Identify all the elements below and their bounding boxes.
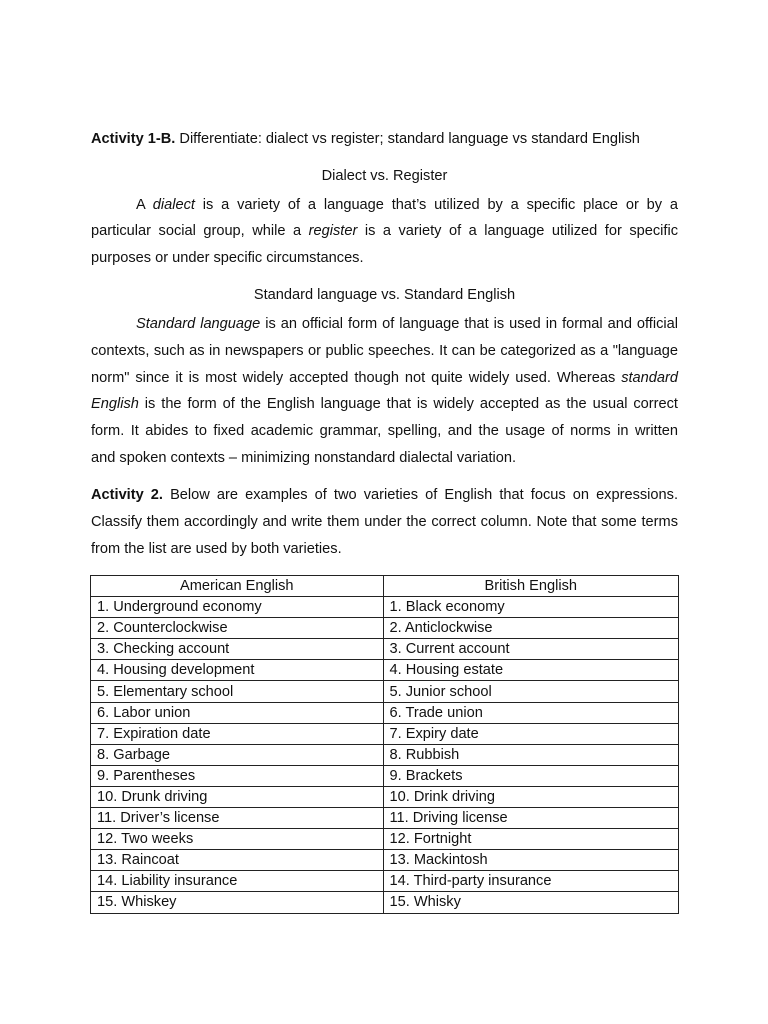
cell-american-english: 13. Raincoat <box>91 850 384 871</box>
table-row <box>91 850 679 871</box>
cell-american-english: 7. Expiration date <box>91 723 384 744</box>
term-dialect: dialect <box>152 197 195 213</box>
cell-american-english: 10. Drunk driving <box>91 786 384 807</box>
table-row <box>91 660 679 681</box>
cell-american-english: 14. Liability insurance <box>91 871 384 892</box>
text-span: Below are examples of two varieties of English that focus on expressions. <box>162 487 678 503</box>
table-row <box>91 765 679 786</box>
cell-british-english: 12. Fortnight <box>383 829 679 850</box>
cell-british-english: 10. Drink driving <box>383 786 679 807</box>
cell-british-english: 1. Black economy <box>383 597 679 618</box>
table-row <box>91 639 679 660</box>
term-register: register <box>308 223 358 239</box>
cell-british-english: 9. Brackets <box>383 765 679 786</box>
header-british-english: British English <box>383 576 679 597</box>
text-span: is a variety of a language utilized for specific <box>357 223 678 239</box>
cell-british-english: 3. Current account <box>383 639 679 660</box>
paragraph-standard-line-1 <box>91 315 678 333</box>
text-span: particular social group, while a <box>91 223 309 239</box>
cell-american-english: 12. Two weeks <box>91 829 384 850</box>
cell-british-english: 13. Mackintosh <box>383 850 679 871</box>
table-row <box>91 808 679 829</box>
section-title-dialect-register: Dialect vs. Register <box>321 168 448 184</box>
cell-american-english: 5. Elementary school <box>91 681 384 702</box>
paragraph-standard-line-4 <box>91 395 678 413</box>
text-span: A <box>136 197 153 213</box>
activity-2-line-3: from the list are used by both varieties. <box>91 541 342 557</box>
text-span: norm" since it is most widely accepted though not quite widely used. Whereas <box>91 370 622 386</box>
table-row <box>91 723 679 744</box>
cell-british-english: 11. Driving license <box>383 808 679 829</box>
cell-american-english: 6. Labor union <box>91 702 384 723</box>
table-row <box>91 786 679 807</box>
cell-british-english: 4. Housing estate <box>383 660 679 681</box>
paragraph-dialect-line-2 <box>91 222 678 240</box>
term-english: English <box>91 396 139 412</box>
cell-american-english: 1. Underground economy <box>91 597 384 618</box>
cell-american-english: 4. Housing development <box>91 660 384 681</box>
table-row <box>91 597 679 618</box>
table-row <box>91 829 679 850</box>
cell-american-english: 8. Garbage <box>91 744 384 765</box>
paragraph-standard-line-5: form. It abides to fixed academic grammar, spelling, and the usage of norms in written <box>91 423 678 439</box>
cell-british-english: 15. Whisky <box>383 892 679 913</box>
table-row <box>91 681 679 702</box>
cell-british-english: 6. Trade union <box>383 702 679 723</box>
vocabulary-table <box>90 575 679 914</box>
cell-british-english: 8. Rubbish <box>383 744 679 765</box>
table-header-row <box>91 576 679 597</box>
table-row <box>91 618 679 639</box>
text-span: is the form of the English language that is widely accepted as the usual correct <box>138 396 678 412</box>
cell-british-english: 14. Third-party insurance <box>383 871 679 892</box>
cell-american-english: 11. Driver’s license <box>91 808 384 829</box>
paragraph-standard-line-3 <box>91 369 678 387</box>
paragraph-dialect-line-1 <box>91 196 678 214</box>
activity-2-label: Activity 2. <box>91 487 163 503</box>
table-row <box>91 744 679 765</box>
text-span: is an official form of language that is used in formal and official <box>260 316 679 332</box>
cell-british-english: 2. Anticlockwise <box>383 618 679 639</box>
activity-2-line-1 <box>91 486 678 504</box>
cell-american-english: 15. Whiskey <box>91 892 384 913</box>
text-span: is a variety of a language that’s utilized by a specific place or by a <box>194 197 679 213</box>
term-standard: standard <box>621 370 678 386</box>
table-row <box>91 871 679 892</box>
cell-american-english: 3. Checking account <box>91 639 384 660</box>
paragraph-standard-line-2: contexts, such as in newspapers or public speeches. It can be categorized as a "language <box>91 343 678 359</box>
activity-1b-heading <box>91 130 678 148</box>
paragraph-standard-line-6: and spoken contexts – minimizing nonstandard dialectal variation. <box>91 450 517 466</box>
table-row <box>91 702 679 723</box>
cell-british-english: 7. Expiry date <box>383 723 679 744</box>
activity-1b-text: Differentiate: dialect vs register; standard language vs standard English <box>175 131 640 147</box>
cell-british-english: 5. Junior school <box>383 681 679 702</box>
section-title-standard: Standard language vs. Standard English <box>253 287 516 303</box>
cell-american-english: 2. Counterclockwise <box>91 618 384 639</box>
paragraph-dialect-line-3: purposes or under specific circumstances. <box>91 250 364 266</box>
activity-1b-label: Activity 1-B. <box>91 131 176 147</box>
cell-american-english: 9. Parentheses <box>91 765 384 786</box>
activity-2-line-2: Classify them accordingly and write them under the correct column. Note that some terms <box>91 514 678 530</box>
table-row <box>91 892 679 913</box>
header-american-english: American English <box>91 576 384 597</box>
term-standard-language: Standard language <box>136 316 261 332</box>
